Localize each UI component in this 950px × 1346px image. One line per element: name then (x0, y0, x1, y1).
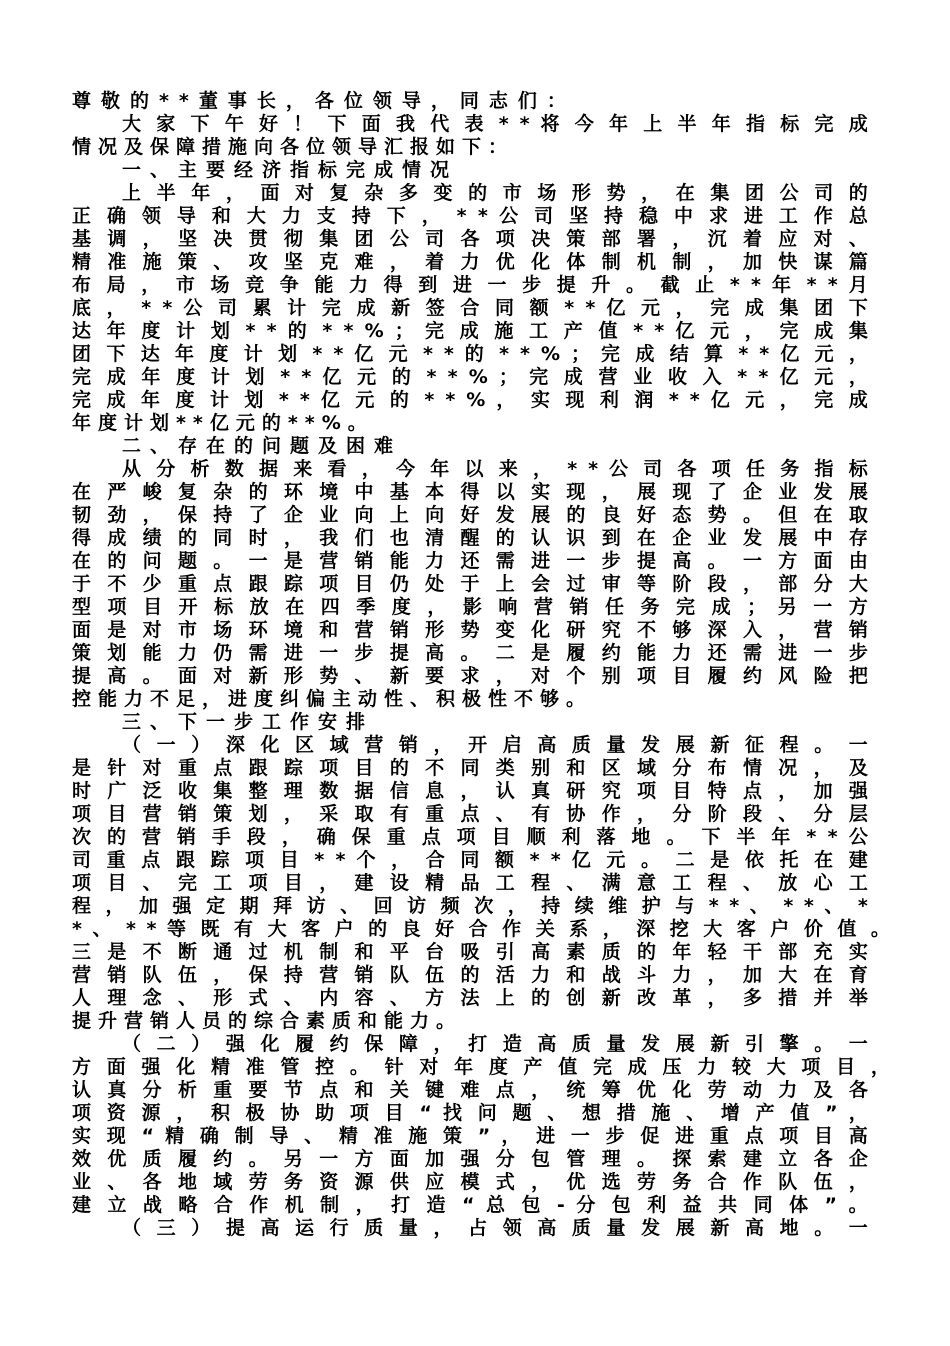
subsection-1-line: 时 广 泛 收 集 整 理 数 据 信 息 ， 认 真 研 究 项 目 特 点 ， 加 强 (72, 780, 868, 802)
section-2-line: 得 成 绩 的 同 时 ， 我 们 也 清 醒 的 认 识 到 在 企 业 发 展 中 存 (72, 527, 868, 549)
subsection-1-line: 程 ， 加 强 定 期 拜 访 、 回 访 频 次 ， 持 续 维 护 与 * * 、 * * 、 * (72, 895, 868, 917)
subsection-1-line: 次 的 营 销 手 段 ， 确 保 重 点 项 目 顺 利 落 地 。 下 半 年 * * 公 (72, 826, 868, 848)
subsection-2-line: 效 优 质 履 约 。 另 一 方 面 加 强 分 包 管 理 。 探 索 建 立 各 企 (72, 1148, 868, 1170)
section-1-line: 团 下 达 年 度 计 划 * * 亿 元 * * 的 * * % ； 完 成 结 算 * * 亿 元 ， (72, 343, 868, 365)
section-2-line: 于 不 少 重 点 跟 踪 项 目 仍 处 于 上 会 过 审 等 阶 段 ， 部 分 大 (72, 573, 868, 595)
intro-line: 大 家 下 午 好 ！ 下 面 我 代 表 * * 将 今 年 上 半 年 指 标 完 成 (122, 113, 868, 135)
section-1-line: 基 调 ， 坚 决 贯 彻 集 团 公 司 各 项 决 策 部 署 ， 沉 着 应 对 、 (72, 228, 868, 250)
section-1-line: 达 年 度 计 划 * * 的 * * % ； 完 成 施 工 产 值 * * 亿 元 ， 完 成 集 (72, 320, 868, 342)
section-1-line: 上 半 年 ， 面 对 复 杂 多 变 的 市 场 形 势 ， 在 集 团 公 司 的 (122, 182, 868, 204)
subsection-1-line: 三 是 不 断 通 过 机 制 和 平 台 吸 引 高 素 质 的 年 轻 干 部 充 实 (72, 941, 868, 963)
section-1-line: 精 准 施 策 、 攻 坚 克 难 ， 着 力 优 化 体 制 机 制 ， 加 快 谋 篇 (72, 251, 868, 273)
section-2-line: 韧 劲 ， 保 持 了 企 业 向 上 向 好 发 展 的 良 好 态 势 。 但 在 取 (72, 504, 868, 526)
section-2-line: 提 高 。 面 对 新 形 势 、 新 要 求 ， 对 个 别 项 目 履 约 风 险 把 (72, 665, 868, 687)
subsection-2-line: 方 面 强 化 精 准 管 控 。 针 对 年 度 产 值 完 成 压 力 较 大 项 目 ， (72, 1056, 890, 1078)
section-2-line: 控能力不足，进度纠偏主动性、积极性不够。 (72, 688, 593, 710)
subsection-2-line: 建 立 战 略 合 作 机 制 ， 打 造 “ 总 包 - 分 包 利 益 共 同 体 ” 。 (72, 1194, 868, 1216)
section-2-line: 在 的 问 题 。 一 是 营 销 能 力 还 需 进 一 步 提 高 。 一 方 面 由 (72, 550, 868, 572)
subsection-1-line: * 、 * * 等 既 有 大 客 户 的 良 好 合 作 关 系 ， 深 挖 大 客 户 价 值 。 (72, 918, 890, 940)
subsection-3-line: （ 三 ） 提 高 运 行 质 量 ， 占 领 高 质 量 发 展 新 高 地 。 一 (122, 1217, 868, 1239)
section-1-line: 布 局 ， 市 场 竞 争 能 力 得 到 进 一 步 提 升 。 截 止 * * 年 * * 月 (72, 274, 868, 296)
subsection-1-line: （ 一 ） 深 化 区 域 营 销 ， 开 启 高 质 量 发 展 新 征 程 。 一 (122, 734, 868, 756)
subsection-2-line: 项 资 源 ， 积 极 协 助 项 目 “ 找 问 题 、 想 措 施 、 增 产 值 ” ， (72, 1102, 868, 1124)
intro-line: 情况及保障措施向各位领导汇报如下： (72, 136, 515, 158)
section-1-line: 底 ， * * 公 司 累 计 完 成 新 签 合 同 额 * * 亿 元 ， 完 成 集 团 下 (72, 297, 868, 319)
document-body (72, 90, 890, 1240)
section-3-heading: 三、下一步工作安排 (122, 711, 375, 733)
section-2-line: 策 划 能 力 仍 需 进 一 步 提 高 。 二 是 履 约 能 力 还 需 进 一 步 (72, 642, 868, 664)
subsection-1-line: 是 针 对 重 点 跟 踪 项 目 的 不 同 类 别 和 区 域 分 布 情 况 ， 及 (72, 757, 868, 779)
subsection-2-line: （ 二 ） 强 化 履 约 保 障 ， 打 造 高 质 量 发 展 新 引 擎 。 一 (122, 1033, 868, 1055)
section-2-line: 面 是 对 市 场 环 境 和 营 销 形 势 变 化 研 究 不 够 深 入 ， 营 销 (72, 619, 868, 641)
section-1-heading: 一、主要经济指标完成情况 (122, 159, 459, 181)
subsection-1-line: 营 销 队 伍 ， 保 持 营 销 队 伍 的 活 力 和 战 斗 力 ， 加 大 在 育 (72, 964, 868, 986)
salutation-line: 尊敬的**董事长，各位领导，同志们： (72, 90, 576, 112)
subsection-1-line: 项 目 营 销 策 划 ， 采 取 有 重 点 、 有 协 作 ， 分 阶 段 、 分 层 (72, 803, 868, 825)
subsection-1-line: 人 理 念 、 形 式 、 内 容 、 方 法 上 的 创 新 改 革 ， 多 措 并 举 (72, 987, 868, 1009)
section-2-line: 型 项 目 开 标 放 在 四 季 度 ， 影 响 营 销 任 务 完 成 ； 另 一 方 (72, 596, 868, 618)
section-1-line: 年度计划**亿元的**%。 (72, 412, 374, 434)
section-1-line: 完 成 年 度 计 划 * * 亿 元 的 * * % ； 完 成 营 业 收 入 * * 亿 元 ， (72, 366, 868, 388)
section-2-line: 在 严 峻 复 杂 的 环 境 中 基 本 得 以 实 现 ， 展 现 了 企 业 发 展 (72, 481, 868, 503)
subsection-2-line: 实 现 “ 精 确 制 导 、 精 准 施 策 ” ， 进 一 步 促 进 重 点 项 目 高 (72, 1125, 868, 1147)
subsection-1-line: 提升营销人员的综合素质和能力。 (72, 1010, 463, 1032)
subsection-2-line: 认 真 分 析 重 要 节 点 和 关 键 难 点 ， 统 筹 优 化 劳 动 力 及 各 (72, 1079, 868, 1101)
section-1-line: 完 成 年 度 计 划 * * 亿 元 的 * * % ， 实 现 利 润 * * 亿 元 ， 完 成 (72, 389, 868, 411)
section-2-heading: 二、存在的问题及困难 (122, 435, 403, 457)
section-2-line: 从 分 析 数 据 来 看 ， 今 年 以 来 ， * * 公 司 各 项 任 务 指 标 (122, 458, 868, 480)
subsection-2-line: 业 、 各 地 域 劳 务 资 源 供 应 模 式 ， 优 选 劳 务 合 作 队 伍 ， (72, 1171, 868, 1193)
section-1-line: 正 确 领 导 和 大 力 支 持 下 ， * * 公 司 坚 持 稳 中 求 进 工 作 总 (72, 205, 868, 227)
subsection-1-line: 司 重 点 跟 踪 项 目 * * 个 ， 合 同 额 * * 亿 元 。 二 是 依 托 在 建 (72, 849, 868, 871)
subsection-1-line: 项 目 、 完 工 项 目 ， 建 设 精 品 工 程 、 满 意 工 程 、 放 心 工 (72, 872, 868, 894)
